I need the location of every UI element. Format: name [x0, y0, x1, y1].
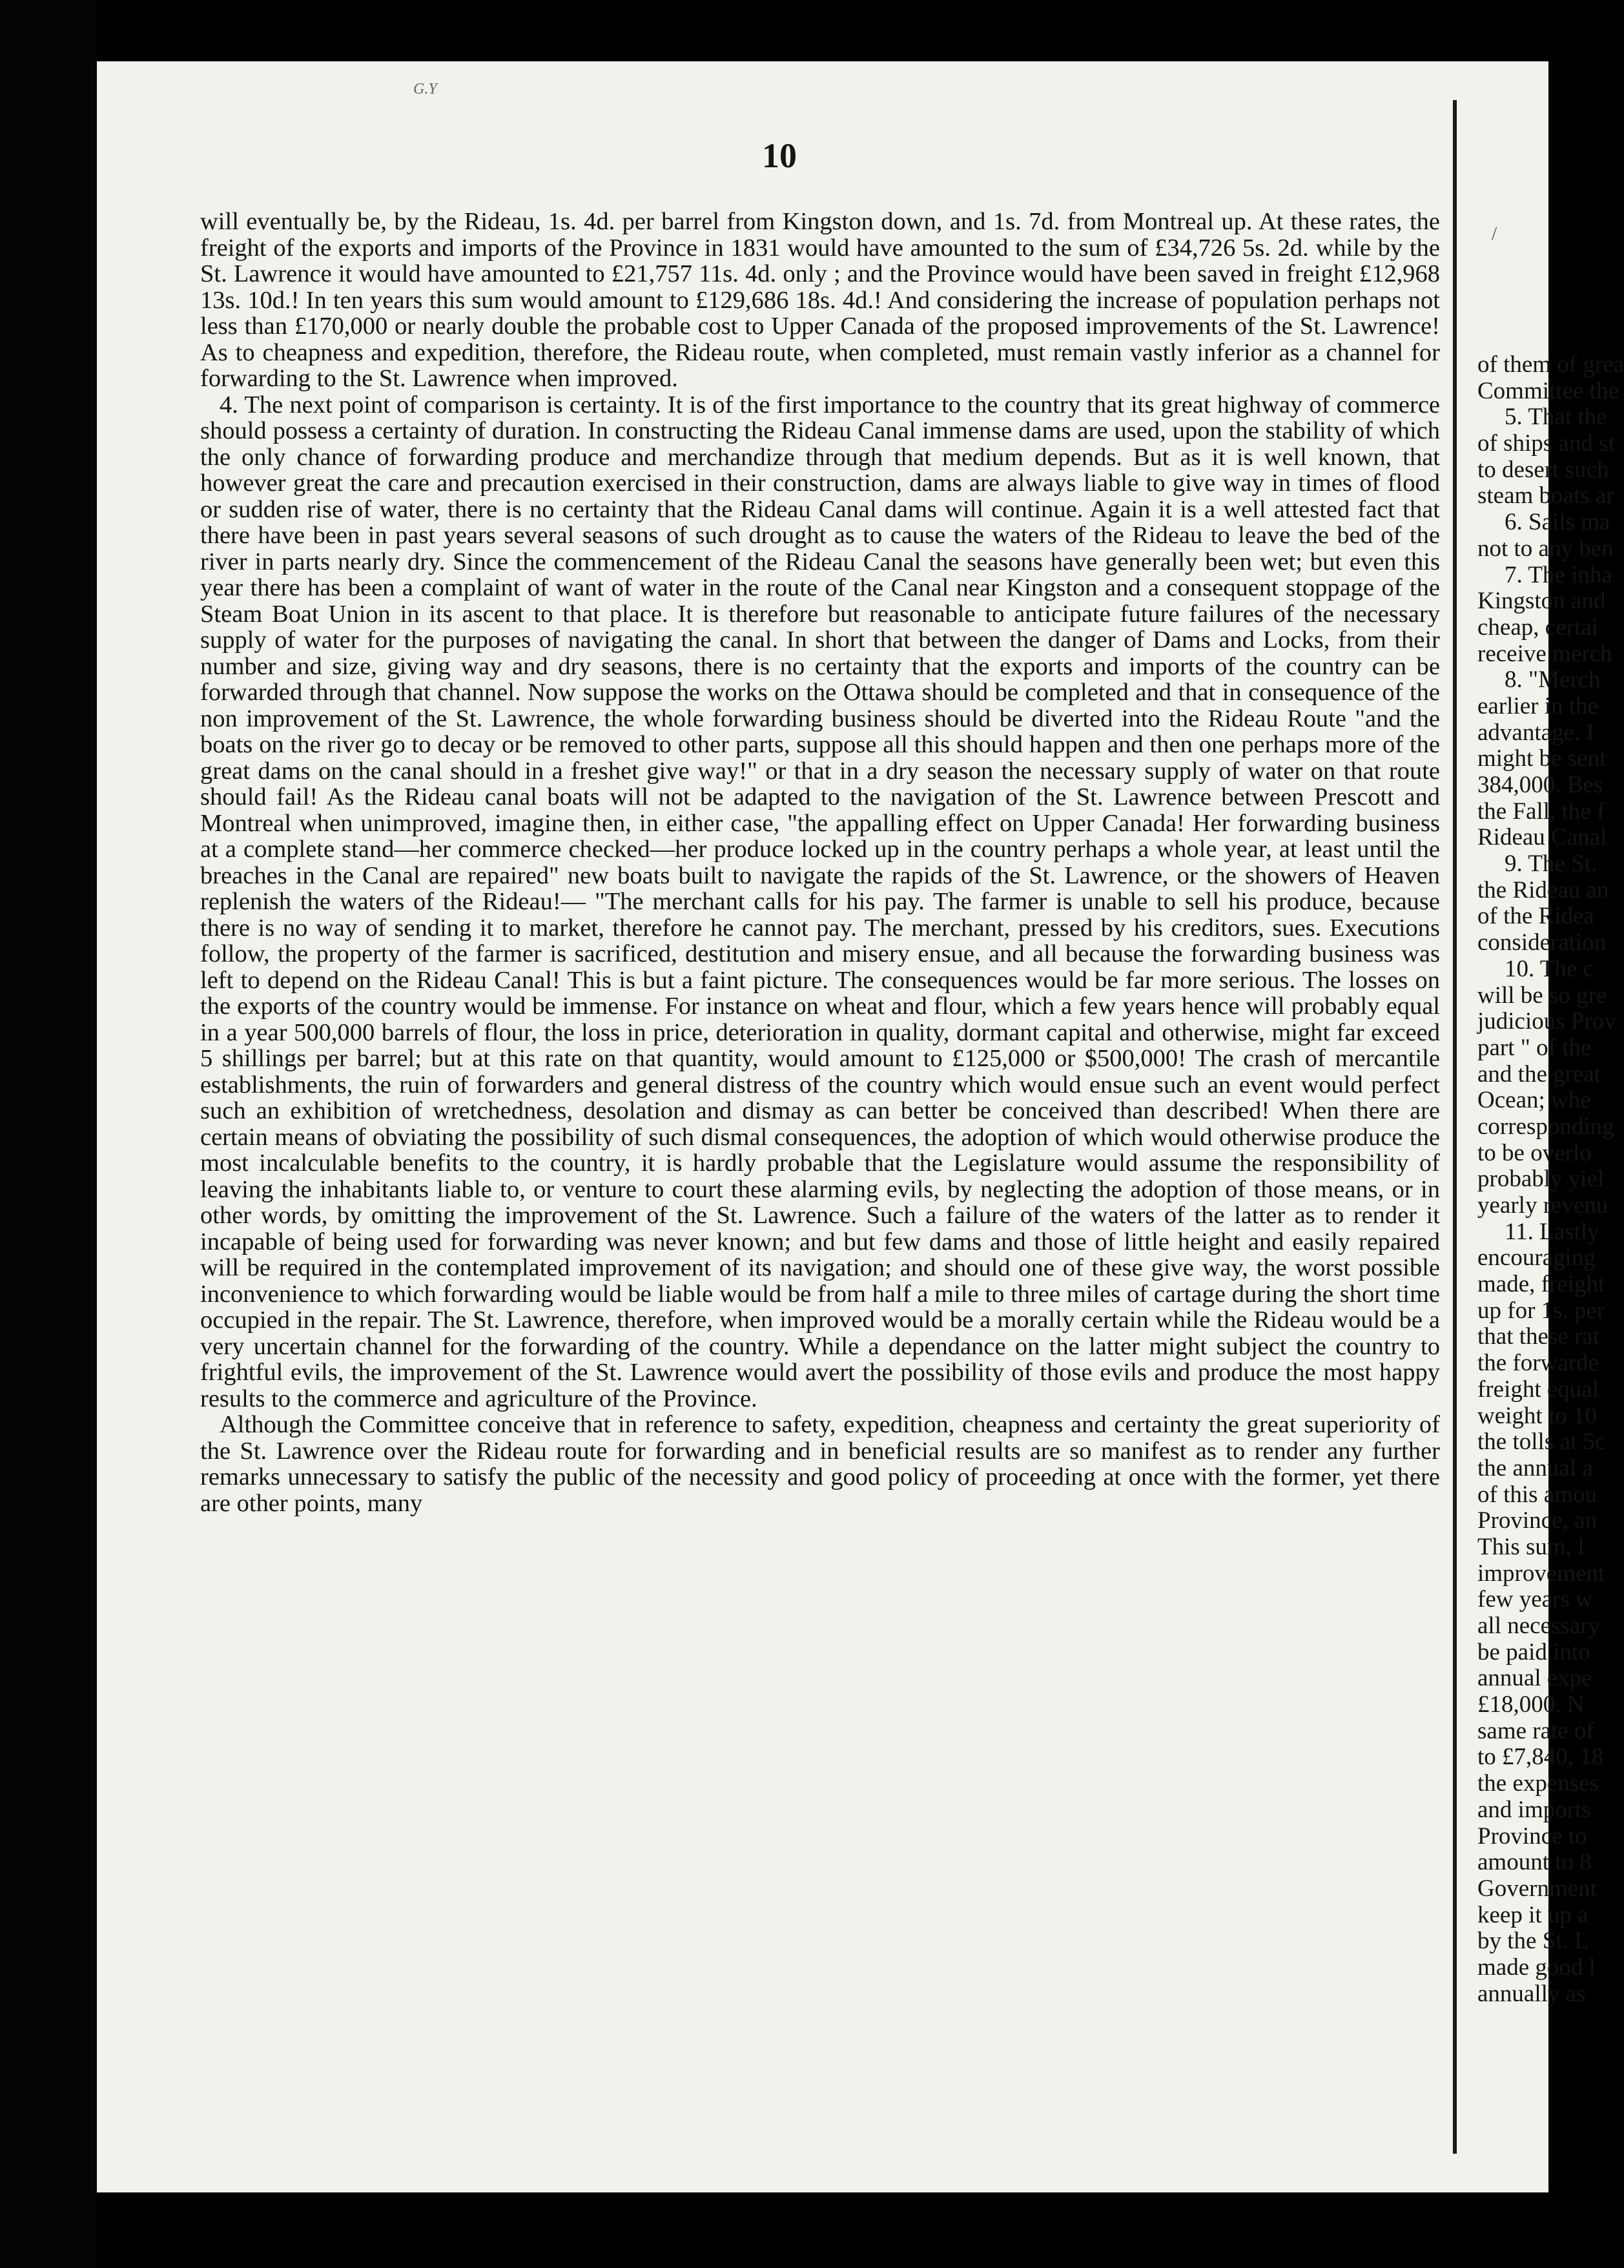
adjacent-page-line: Government: [1477, 1875, 1597, 1902]
adjacent-page-line: by the St. L: [1477, 1928, 1589, 1955]
adjacent-page-line: steam boats ar: [1477, 482, 1614, 510]
adjacent-page-line: £18,000. N: [1477, 1691, 1585, 1718]
adjacent-page-line: amount to 8: [1477, 1849, 1592, 1876]
adjacent-page-line: annually as: [1477, 1980, 1586, 2007]
adjacent-page-line: This sum, l: [1477, 1533, 1585, 1560]
margin-tick: /: [1492, 223, 1497, 244]
paragraph-2: 4. The next point of comparison is certainty. It is of the first importance to the country that its great highway of commerce should possess a certainty of duration. In constructing the Rideau Canal immense dams are used, upon the stability of which the only chance of forwarding produce and merchandize through that medium depends. But as it is well known, that however great the care and precaution exercised in their construction, dams are always liable to give way in times of flood or sudden rise of water, there is no certainty that the Rideau Canal dams will continue. Again it is a well attested fact that there have been in past years several seasons of such drought as to cause the waters of the Rideau to leave the bed of the river in parts nearly dry. Since the commencement of the Rideau Canal the seasons have generally been wet; but even this year there has been a complaint of want of water in the route of the Canal near Kingston and a consequent stoppage of the Steam Boat Union in its ascent to that place. It is therefore but reasonable to anticipate future failures of the necessary supply of water for the purposes of navigating the canal. In short that between the danger of Dams and Locks, from their number and size, giving way and dry seasons, there is no certainty that the exports and imports of the country can be forwarded through that channel. Now suppose the works on the Ottawa should be completed and that in consequence of the non improvement of the St. Lawrence, the whole forwarding business should be diverted into the Rideau Route "and the boats on the river go to decay or be removed to other parts, suppose all this should happen and then one perhaps more of the great dams on the canal should in a freshet give way!" or that in a dry season the necessary supply of water on that route should fail! As the Rideau canal boats will not be adapted to the navigation of the St. Lawrence between Prescott and Montreal when unimproved, imagine then, in either case, "the appalling effect on Upper Canada! Her forwarding business at a complete stand—her commerce checked—her produce locked up in the country perhaps a whole year, at least until the breaches in the Canal are repaired" new boats built to navigate the rapids of the St. Lawrence, or the showers of Heaven replenish the waters of the Rideau!— "The merchant calls for his pay. The farmer is unable to sell his produce, because there is no way of sending it to market, therefore he cannot pay. The merchant, pressed by his creditors, sues. Executions follow, the property of the farmer is sacrificed, destitution and misery ensue, and all because the forwarding business was left to depend on the Rideau Canal! This is but a faint picture. The consequences would be far more serious. The losses on the exports of the country would be immense. For instance on wheat and flour, which a few years hence will probably equal in a year 500,000 barrels of flour, the loss in price, deterioration in quality, dormant capital and otherwise, might far exceed 5 shillings per barrel; but at this rate on that quantity, would amount to £125,000 or $500,000! The crash of mercantile establishments, the ruin of forwarders and general distress of the country which would ensue such an event would perfect such an exhibition of wretchedness, desolation and dismay as can better be conceived than described! When there are certain means of obviating the possibility of such dismal consequences, the adoption of which would otherwise produce the most incalculable benefits to the country, it is hardly probable that the Legislature would assume the responsibility of leaving the inhabitants liable to, or venture to court these alarming evils, by neglecting the adoption of those means, or in other words, by omitting the improvement of the St. Lawrence. Such a failure of the waters of the latter as to render it incapable of being used for forwarding was never known; and but few dams and those of little height and easily repaired will be required in the contemplated improvement of its navigation; and should one of these give way, the worst possible inconvenience to which forwarding would be liable would be from half a mile to three miles of cartage during the short time occupied in the repair. The St. Lawrence, therefore, when improved would be a morally certain while the Rideau would be a very uncertain channel for the forwarding of the country. While a dependance on the latter might subject the country to frightful evils, the improvement of the St. Lawrence would avert the possibility of those evils and produce the most happy results to the commerce and agriculture of the Province.: [200, 391, 1440, 1412]
adjacent-page-line: of this amou: [1477, 1481, 1597, 1508]
adjacent-page-line: made, freight: [1477, 1271, 1605, 1298]
adjacent-page-line: Kingston and: [1477, 588, 1606, 615]
adjacent-page-line: keep it up a: [1477, 1901, 1588, 1928]
adjacent-page-line: Rideau Canal: [1477, 824, 1607, 851]
adjacent-page-line: to £7,840, 18: [1477, 1744, 1604, 1771]
adjacent-page-line: freight equal: [1477, 1376, 1599, 1403]
margin-mark: G.Y: [413, 81, 437, 98]
adjacent-page-line: and imports: [1477, 1796, 1591, 1823]
main-text-column: [200, 209, 1440, 2107]
adjacent-page-line: receive merch: [1477, 640, 1612, 667]
adjacent-page-line: the expenses: [1477, 1770, 1599, 1797]
paragraph-3: Although the Committee conceive that in reference to safety, expedition, cheapness and certainty the great superiority of the St. Lawrence over the Rideau route for forwarding and in beneficial results are so manifest as to render any further remarks unnecessary to satisfy the public of the necessity and good policy of proceeding at once with the former, yet there are other points, many: [200, 1411, 1440, 1517]
column-divider: [1453, 100, 1457, 2154]
adjacent-page-line: 384,000. Bes: [1477, 772, 1603, 798]
adjacent-page-line: the tolls at 5c: [1477, 1428, 1606, 1456]
adjacent-page-line: of them of grea: [1477, 351, 1624, 378]
adjacent-page-line: probably yiel: [1477, 1166, 1605, 1193]
adjacent-page-line: the annual a: [1477, 1454, 1593, 1481]
document-page: [97, 61, 1624, 2192]
paragraph-1: will eventually be, by the Rideau, 1s. 4d. per barrel from Kingston down, and 1s. 7d. from Montreal up. At these rates, the freight of the exports and imports of the Province in 1831 would have amounted to the sum of £34,726 5s. 2d. while by the St. Lawrence it would have amounted to £21,757 11s. 4d. only ; and the Province would have been saved in freight £12,968 13s. 10d.! In ten years this sum would amount to £129,686 18s. 4d.! And considering the increase of population perhaps not less than £170,000 or nearly double the probable cost to Upper Canada of the proposed improvements of the St. Lawrence! As to cheapness and expedition, therefore, the Rideau route, when completed, must remain vastly inferior as a channel for forwarding to the St. Lawrence when improved.: [200, 208, 1440, 392]
adjacent-page-line: Province, an: [1477, 1507, 1597, 1534]
adjacent-page-line: all necessary: [1477, 1613, 1601, 1639]
scan-border-left: [0, 0, 97, 2268]
adjacent-page-line: cheap, certai: [1477, 613, 1598, 641]
adjacent-page-line: corresponding: [1477, 1113, 1614, 1140]
adjacent-page-line: Ocean; whe: [1477, 1087, 1591, 1114]
adjacent-page-line: be paid into: [1477, 1638, 1590, 1665]
adjacent-page-line: 8. "Merch: [1505, 666, 1601, 694]
adjacent-page-line: that these rat: [1477, 1323, 1600, 1350]
adjacent-page-line: advantage. I: [1477, 719, 1594, 746]
adjacent-page-line: earlier in the: [1477, 692, 1598, 719]
adjacent-page-line: encouraging: [1477, 1244, 1596, 1272]
adjacent-page-line: up for 1s. per: [1477, 1297, 1605, 1324]
adjacent-page-line: the forwarde: [1477, 1350, 1599, 1377]
adjacent-page-line: not to any ben: [1477, 535, 1614, 562]
adjacent-page-line: annual expe: [1477, 1665, 1592, 1692]
adjacent-page-line: will be so gre: [1477, 982, 1607, 1009]
adjacent-page-line: judicious Prov: [1477, 1008, 1616, 1035]
adjacent-page-line: the Fall, the f: [1477, 798, 1605, 825]
page-number: 10: [762, 136, 797, 175]
adjacent-page-line: weight to 10: [1477, 1402, 1597, 1429]
adjacent-page-line: to desert such: [1477, 456, 1609, 483]
adjacent-page-line: the Rideau an: [1477, 876, 1609, 903]
adjacent-page-line: few years w: [1477, 1586, 1593, 1613]
adjacent-page-line: Committee the: [1477, 377, 1619, 404]
adjacent-page-line: same rate of: [1477, 1717, 1594, 1744]
adjacent-page-line: and the great: [1477, 1060, 1601, 1088]
adjacent-page-line: might be sent: [1477, 745, 1607, 772]
adjacent-page-line: of ships and st: [1477, 430, 1615, 457]
adjacent-page-line: of the Ridea: [1477, 903, 1594, 930]
adjacent-page-line: improvement: [1477, 1560, 1605, 1587]
adjacent-page-column: [1477, 351, 1624, 2147]
adjacent-page-line: 6. Sails ma: [1505, 509, 1610, 536]
adjacent-page-line: 11. Lastly: [1505, 1218, 1599, 1245]
adjacent-page-line: yearly revenu: [1477, 1192, 1609, 1219]
adjacent-page-line: 10. The c: [1505, 955, 1594, 982]
adjacent-page-line: to be overlo: [1477, 1139, 1592, 1166]
adjacent-page-line: part " of the: [1477, 1034, 1592, 1061]
adjacent-page-line: 7. The inha: [1505, 561, 1612, 588]
adjacent-page-line: 5. That the: [1505, 404, 1607, 431]
adjacent-page-line: consideration: [1477, 929, 1607, 956]
adjacent-page-line: Province to: [1477, 1822, 1587, 1850]
adjacent-page-line: made good l: [1477, 1954, 1596, 1981]
adjacent-page-line: 9. The St.: [1505, 850, 1598, 878]
